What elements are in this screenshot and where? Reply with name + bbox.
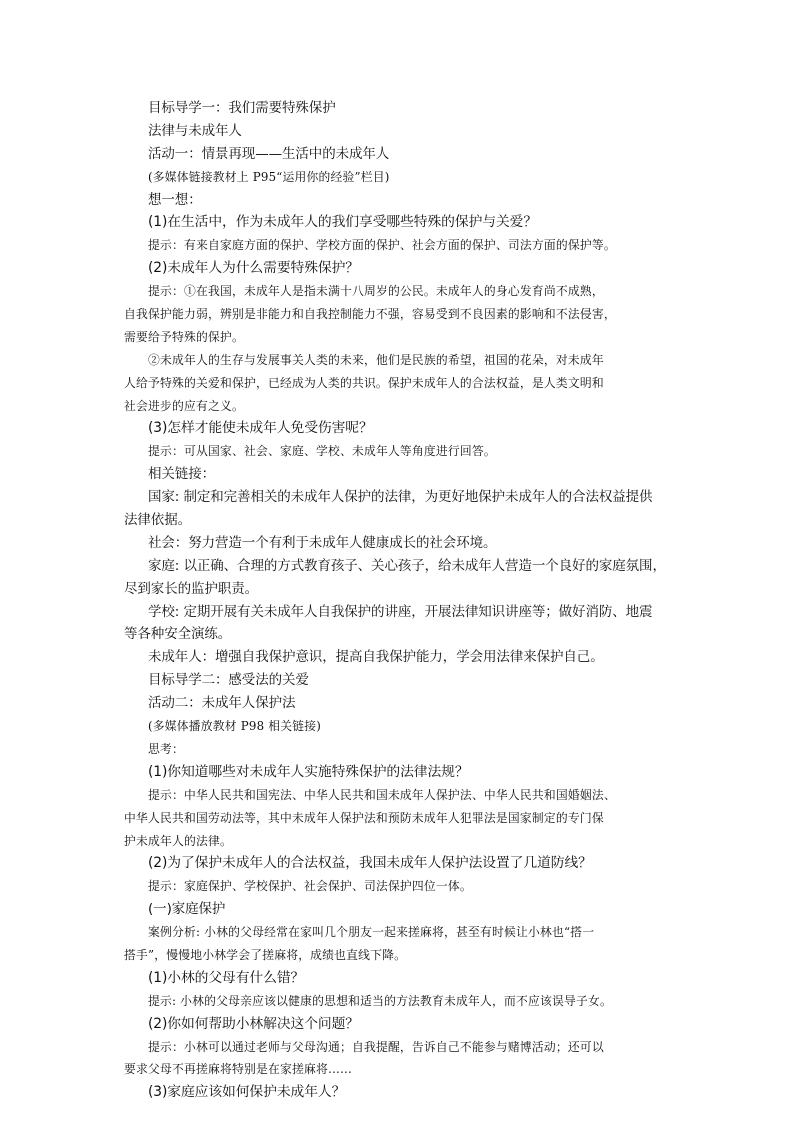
- family-protection-heading: (一)家庭保护: [148, 901, 226, 918]
- hint-4-line-1: 提示：中华人民共和国宪法、中华人民共和国未成年人保护法、中华人民共和国婚姻法、: [148, 787, 616, 802]
- hint-2-line-4: ②未成年人的生存与发展事关人类的未来，他们是民族的希望，祖国的花朵，对未成年: [148, 352, 604, 367]
- case-analysis-line-2: 搭手”，慢慢地小林学会了搓麻将，成绩也直线下降。: [124, 947, 407, 962]
- school-paragraph-line-1: 学校: 定期开展有关未成年人自我保护的讲座，开展法律知识讲座等；做好消防、地震: [148, 603, 653, 620]
- media-note-1: (多媒体链接教材上 P95“运用你的经验”栏目): [148, 169, 390, 184]
- question-2: (2)未成年人为什么需要特殊保护？: [148, 260, 359, 277]
- question-5: (2)为了保护未成年人的合法权益，我国未成年人保护法设置了几道防线？: [148, 855, 592, 872]
- hint-3: 提示：可从国家、社会、家庭、学校、未成年人等角度进行回答。: [148, 444, 496, 459]
- hint-7-line-1: 提示：小林可以通过老师与父母沟通；自我提醒，告诉自己不能参与赌博活动；还可以: [148, 1039, 604, 1054]
- country-paragraph-line-2: 法律依据。: [124, 512, 191, 529]
- minor-paragraph: 未成年人：增强自我保护意识，提高自我保护能力，学会用法律来保护自己。: [148, 649, 604, 666]
- section-heading-1: 目标导学一：我们需要特殊保护: [148, 100, 336, 116]
- family-paragraph-line-2: 尽到家长的监护职责。: [124, 580, 258, 597]
- society-paragraph: 社会：努力营造一个有利于未成年人健康成长的社会环境。: [148, 534, 497, 551]
- section-heading-2: 目标导学二：感受法的关爱: [148, 672, 309, 689]
- hint-7-line-2: 要求父母不再搓麻将特别是在家搓麻将……: [124, 1062, 352, 1077]
- topic-title: 法律与未成年人: [148, 122, 242, 139]
- thinking-label: 思考：: [148, 741, 184, 756]
- hint-6: 提示: 小林的父母亲应该以健康的思想和适当的方法教育未成年人，而不应该误导子女。: [148, 993, 613, 1008]
- media-note-2: (多媒体播放教材 P98 相关链接): [148, 719, 322, 734]
- hint-2-line-1: 提示：①在我国，未成年人是指未满十八周岁的公民。未成年人的身心发育尚不成熟，: [148, 284, 604, 299]
- question-3: (3)怎样才能使未成年人免受伤害呢？: [148, 420, 373, 437]
- activity-title-1: 活动一：情景再现——生活中的未成年人: [148, 145, 390, 162]
- question-7: (2)你如何帮助小林解决这个问题？: [148, 1015, 359, 1032]
- question-8: (3)家庭应该如何保护未成年人？: [148, 1084, 346, 1101]
- activity-title-2: 活动二：未成年人保护法: [148, 695, 296, 712]
- hint-4-line-2: 中华人民共和国劳动法等，其中未成年人保护法和预防未成年人犯罪法是国家制定的专门保: [124, 810, 604, 825]
- school-paragraph-line-2: 等各种安全演练。: [124, 626, 232, 643]
- question-4: (1)你知道哪些对未成年人实施特殊保护的法律法规？: [148, 763, 469, 780]
- hint-1: 提示：有来自家庭方面的保护、学校方面的保护、社会方面的保护、司法方面的保护等。: [148, 238, 616, 253]
- hint-5: 提示：家庭保护、学校保护、社会保护、司法保护四位一体。: [148, 879, 472, 894]
- question-1: (1)在生活中，作为未成年人的我们享受哪些特殊的保护与关爱？: [148, 214, 538, 231]
- hint-2-line-6: 社会进步的应有之义。: [124, 398, 244, 413]
- hint-2-line-3: 需要给予特殊的保护。: [124, 329, 244, 344]
- document-body: [124, 97, 684, 1104]
- question-6: (1)小林的父母有什么错？: [148, 969, 305, 986]
- case-analysis-line-1: 案例分析: 小林的父母经常在家叫几个朋友一起来搓麻将，甚至有时候让小林也“搭一: [148, 925, 595, 940]
- related-links-label: 相关链接：: [148, 466, 215, 483]
- hint-2-line-5: 人给予特殊的关爱和保护，已经成为人类的共识。保护未成年人的合法权益，是人类文明和: [124, 375, 604, 390]
- family-paragraph-line-1: 家庭: 以正确、合理的方式教育孩子、关心孩子，给未成年人营造一个良好的家庭氛围，: [148, 557, 666, 574]
- hint-4-line-3: 护未成年人的法律。: [124, 833, 232, 848]
- think-label: 想一想：: [148, 191, 202, 208]
- hint-2-line-2: 自我保护能力弱，辨别是非能力和自我控制能力不强，容易受到不良因素的影响和不法侵害，: [124, 307, 616, 322]
- country-paragraph-line-1: 国家: 制定和完善相关的未成年人保护的法律，为更好地保护未成年人的合法权益提供: [148, 489, 653, 506]
